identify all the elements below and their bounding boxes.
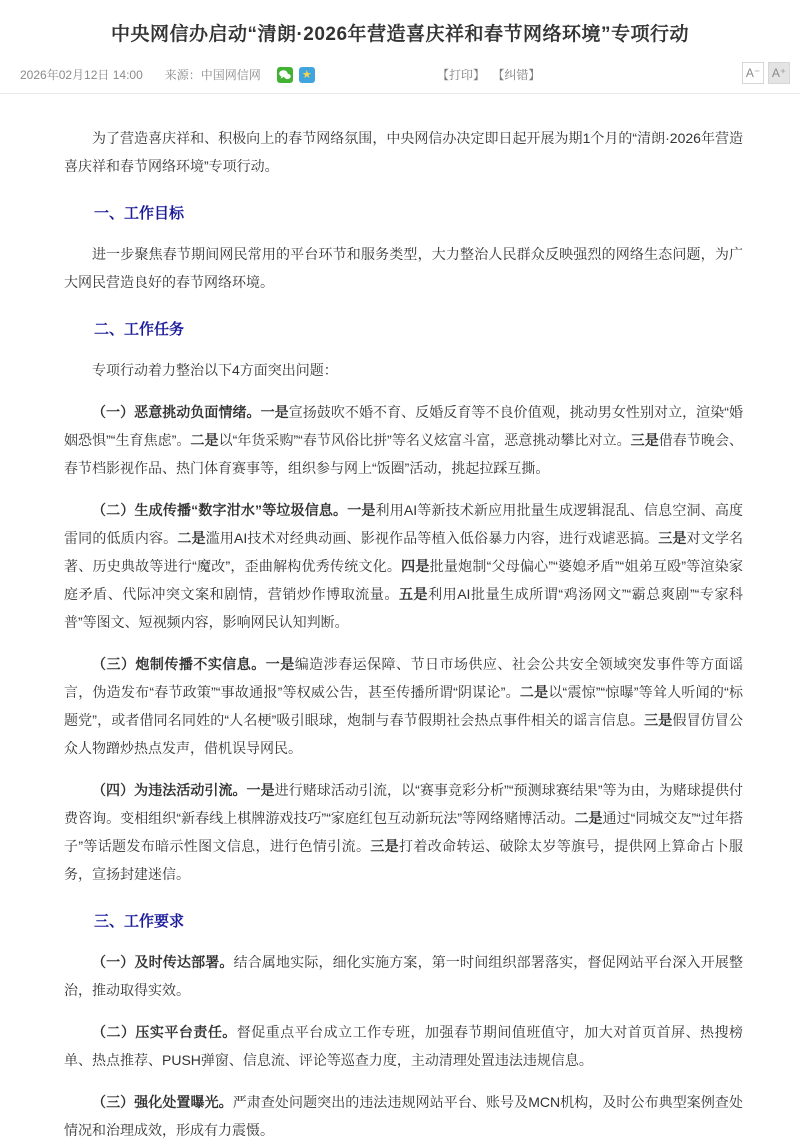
text-run: 假冒仿冒公众人物蹭炒热点发声，借机误导网民。 — [64, 712, 744, 756]
meta-bar — [0, 62, 800, 94]
font-increase-button[interactable]: A⁺ — [768, 62, 790, 84]
print-button[interactable]: 【打印】 — [437, 68, 486, 82]
text-run: 宣扬鼓吹不婚不育、反婚反育等不良价值观，挑动男女性别对立，渲染“婚姻恐惧”“生育焦虑”。 — [64, 404, 743, 448]
share-icons — [277, 67, 315, 83]
qzone-share-icon[interactable]: ★ — [299, 67, 315, 83]
text-run: 进行赌球活动引流，以“赛事竞彩分析”“预测球赛结果”等为由，为赌球提供付费咨询。变相组织“新春线上棋牌游戏技巧”“家庭红包互动新玩法”等网络赌博活动。 — [64, 782, 743, 826]
article-body — [0, 94, 800, 1144]
bold-run: 二是 — [574, 810, 603, 826]
source-name: 中国网信网 — [200, 68, 261, 82]
bold-run: 二是 — [190, 432, 219, 448]
text-run: 结合属地实际，细化实施方案，第一时间组织部署落实，督促网站平台深入开展整治，推动取得实效。 — [64, 954, 744, 998]
bold-run: 二是 — [519, 684, 549, 700]
bold-run: 四是 — [401, 558, 430, 574]
article-paragraph — [64, 1088, 743, 1144]
text-run: 打着改命转运、破除太岁等旗号，提供网上算命占卜服务，宣扬封建迷信。 — [64, 838, 744, 882]
article-paragraph — [64, 124, 743, 180]
article-paragraph — [64, 398, 743, 482]
section-heading: 二、工作任务 — [94, 321, 185, 338]
bold-run: （三）强化处置曝光。 — [92, 1094, 233, 1110]
text-run: 对文学名著、历史典故等进行“魔改”，歪曲解构优秀传统文化。 — [64, 530, 744, 574]
bold-run: 二是 — [177, 530, 206, 546]
bold-run: （一）恶意挑动负面情绪。一是 — [92, 404, 289, 420]
article-paragraph — [64, 948, 743, 1004]
text-run: 专项行动着力整治以下4方面突出问题： — [92, 362, 338, 378]
text-run: 滥用AI技术对经典动画、影视作品等植入低俗暴力内容，进行戏谑恶搞。 — [205, 530, 659, 546]
bold-run: （二）压实平台责任。 — [92, 1024, 237, 1040]
source-label: 来源： — [164, 68, 201, 82]
bold-run: （一）及时传达部署。 — [92, 954, 234, 970]
article-paragraph — [64, 496, 743, 636]
article-paragraph — [64, 776, 743, 888]
meta-left — [20, 66, 315, 83]
text-run: 督促重点平台成立工作专班，加强春节期间值班值守，加大对首页首屏、热搜榜单、热点推荐、PUSH弹窗、信息流、评论等巡查力度，主动清理处置违法违规信息。 — [64, 1024, 744, 1068]
correction-button[interactable]: 【纠错】 — [492, 68, 541, 82]
text-run: 批量炮制“父母偏心”“婆媳矛盾”“姐弟互殴”等渲染家庭矛盾、代际冲突文案和剧情，营销炒作博取流量。 — [64, 558, 743, 602]
text-run: 通过“同城交友”“过年搭子”等话题发布暗示性图文信息，进行色情引流。 — [64, 810, 743, 854]
text-run: 进一步聚焦春节期间网民常用的平台环节和服务类型，大力整治人民群众反映强烈的网络生态问题，为广大网民营造良好的春节网络环境。 — [64, 246, 743, 290]
bold-run: 三是 — [370, 838, 400, 854]
text-run: 严肃查处问题突出的违法违规网站平台、账号及MCN机构，及时公布典型案例查处情况和治理成效，形成有力震慑。 — [64, 1094, 744, 1138]
text-run: 编造涉春运保障、节日市场供应、社会公共安全领域突发事件等方面谣言，伪造发布“春节政策”“事故通报”等权威公告，甚至传播所谓“阴谋论”。 — [64, 656, 744, 700]
wechat-share-icon[interactable] — [277, 67, 293, 83]
bold-run: 五是 — [398, 586, 429, 602]
text-run: 利用AI批量生成所谓“鸡汤网文”“霸总爽剧”“专家科普”等图文、短视频内容，影响网民认知判断。 — [64, 586, 744, 630]
font-size-controls — [742, 62, 790, 84]
bold-run: （四）为违法活动引流。一是 — [92, 782, 275, 798]
text-run: 借春节晚会、春节档影视作品、热门体育赛事等，组织参与网上“饭圈”活动，挑起拉踩互撕。 — [64, 432, 743, 476]
article-paragraph — [64, 650, 743, 762]
bold-run: （三）炮制传播不实信息。一是 — [92, 656, 295, 672]
article-paragraph — [64, 1018, 743, 1074]
article-paragraph — [64, 240, 743, 296]
text-run: 为了营造喜庆祥和、积极向上的春节网络氛围，中央网信办决定即日起开展为期1个月的“清朗·2026年营造喜庆祥和春节网络环境”专项行动。 — [64, 130, 743, 174]
bold-run: 三是 — [644, 712, 673, 728]
page-title: 中央网信办启动“清朗·2026年营造喜庆祥和春节网络环境”专项行动 — [110, 24, 690, 45]
bold-run: 三是 — [630, 432, 659, 448]
article-paragraph — [64, 356, 743, 384]
section-heading: 一、工作目标 — [94, 205, 185, 222]
bold-run: 三是 — [658, 530, 687, 546]
meta-actions — [437, 66, 544, 83]
text-run: 以“震惊”“惊曝”等耸人听闻的“标题党”，或者借同名同姓的“人名梗”吸引眼球，炮制与春节假期社会热点事件相关的谣言信息。 — [64, 684, 743, 728]
section-heading: 三、工作要求 — [94, 913, 185, 930]
text-run: 利用AI等新技术新应用批量生成逻辑混乱、信息空洞、高度雷同的低质内容。 — [64, 502, 743, 546]
text-run: 以“年货采购”“春节风俗比拼”等名义炫富斗富，恶意挑动攀比对立。 — [218, 432, 631, 448]
publish-date: 2026年02月12日 14:00 — [20, 68, 143, 82]
bold-run: （二）生成传播“数字泔水”等垃圾信息。一是 — [92, 502, 376, 518]
font-decrease-button[interactable]: A⁻ — [742, 62, 764, 84]
